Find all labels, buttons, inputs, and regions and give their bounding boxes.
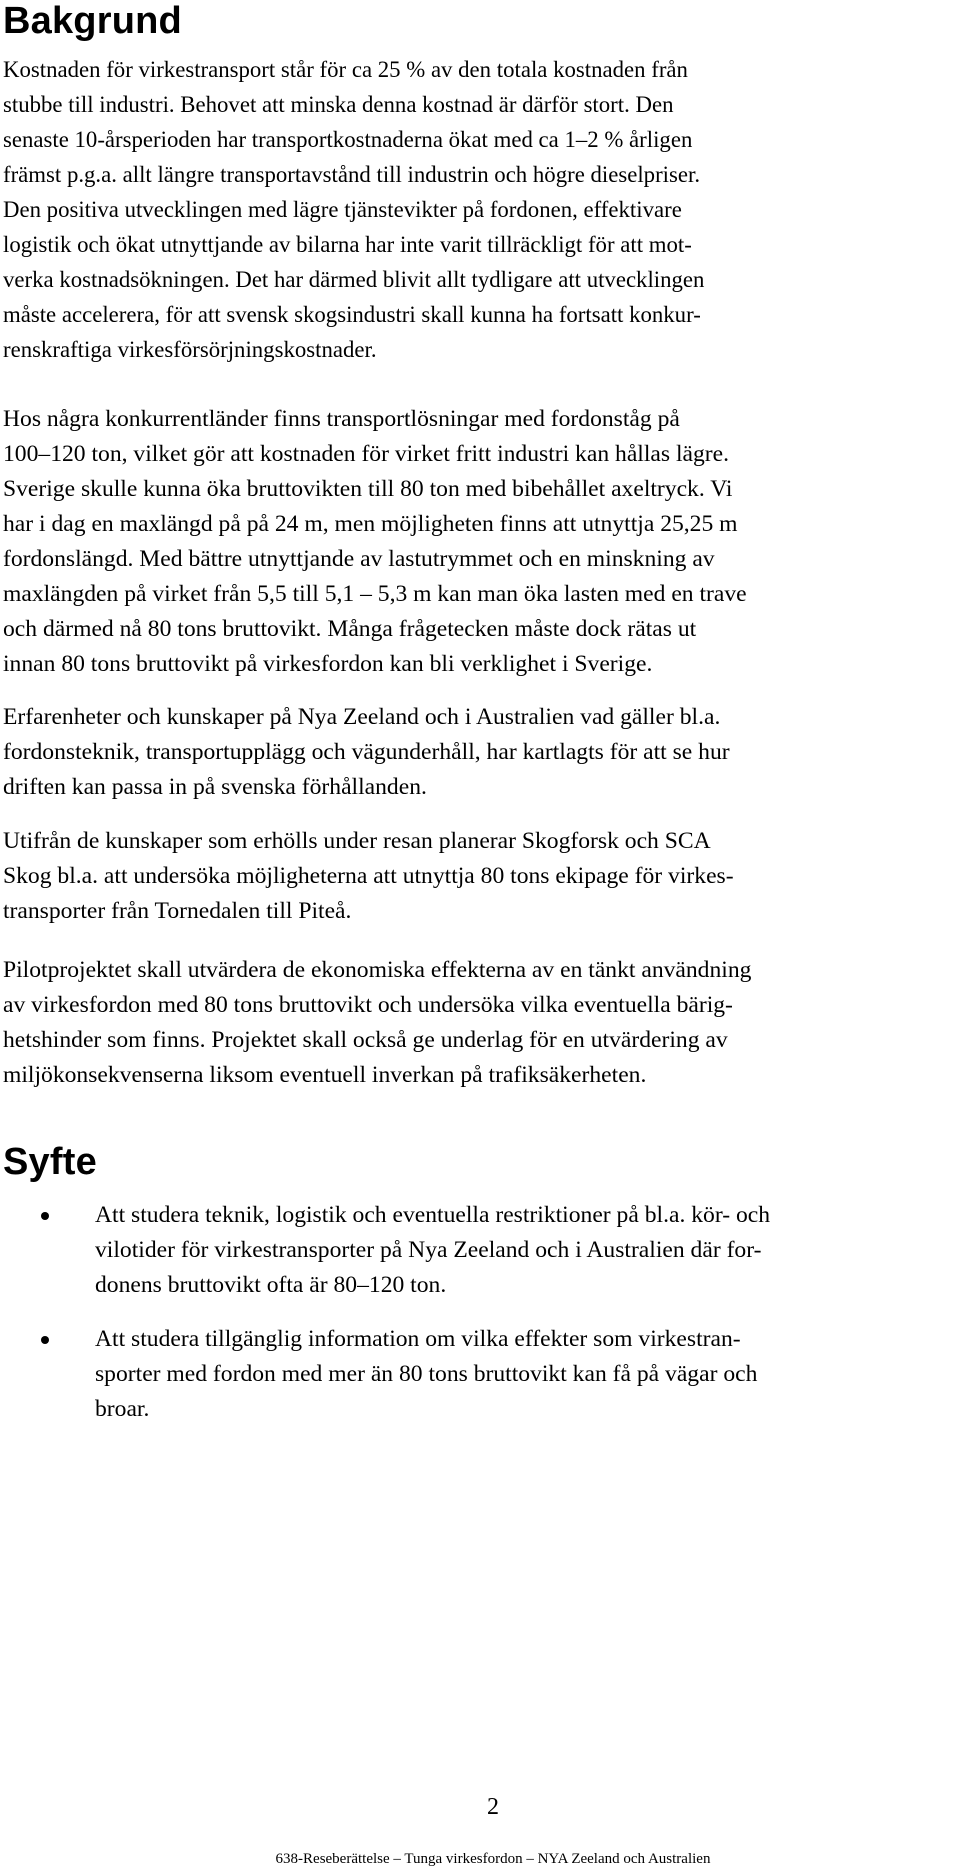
paragraph-2 xyxy=(3,402,960,682)
paragraph-1 xyxy=(3,52,960,367)
bullet-item xyxy=(0,1198,960,1303)
text-line: broar. xyxy=(95,1396,150,1422)
syfte-bullet-list xyxy=(0,1198,960,1427)
text-line: Att studera teknik, logistik och eventuella restriktioner på bl.a. kör- och xyxy=(95,1202,771,1228)
text-line: stubbe till industri. Behovet att minska denna kostnad är därför stort. Den xyxy=(3,92,674,117)
page-number: 2 xyxy=(487,1794,499,1820)
text-line: Att studera tillgänglig information om vilka effekter som virkestran- xyxy=(95,1326,741,1352)
paragraph-3 xyxy=(3,700,960,805)
text-line: främst p.g.a. allt längre transportavstånd till industrin och högre dieselpriser. xyxy=(3,162,701,187)
text-line: maxlängden på virket från 5,5 till 5,1 – 5,3 m kan man öka lasten med en trave xyxy=(3,581,747,607)
text-line: vilotider för virkestransporter på Nya Zeeland och i Australien där for- xyxy=(95,1237,762,1263)
paragraph-5 xyxy=(3,953,960,1093)
text-line: Sverige skulle kunna öka bruttovikten till 80 ton med bibehållet axeltryck. Vi xyxy=(3,476,733,502)
bullet-item xyxy=(0,1322,960,1427)
text-line: senaste 10-årsperioden har transportkostnaderna ökat med ca 1–2 % årligen xyxy=(3,127,693,152)
text-line: Skog bl.a. att undersöka möjligheterna att utnyttja 80 tons ekipage för virkes- xyxy=(3,863,734,889)
text-line: fordonsteknik, transportupplägg och vägunderhåll, har kartlagts för att se hur xyxy=(3,739,730,765)
text-line: innan 80 tons bruttovikt på virkesfordon kan bli verklighet i Sverige. xyxy=(3,651,653,677)
text-line: transporter från Tornedalen till Piteå. xyxy=(3,898,352,924)
text-line: och därmed nå 80 tons bruttovikt. Många frågetecken måste dock rätas ut xyxy=(3,616,697,642)
text-line: verka kostnadsökningen. Det har därmed blivit allt tydligare att utvecklingen xyxy=(3,267,705,292)
bullet-dot-icon xyxy=(41,1212,49,1220)
text-line: fordonslängd. Med bättre utnyttjande av lastutrymmet och en minskning av xyxy=(3,546,715,572)
text-line: Erfarenheter och kunskaper på Nya Zeeland och i Australien vad gäller bl.a. xyxy=(3,704,721,730)
text-line: logistik och ökat utnyttjande av bilarna har inte varit tillräckligt för att mot- xyxy=(3,232,692,257)
text-line: Pilotprojektet skall utvärdera de ekonomiska effekterna av en tänkt användning xyxy=(3,957,752,983)
text-line: driften kan passa in på svenska förhållanden. xyxy=(3,774,427,800)
text-line: Hos några konkurrentländer finns transportlösningar med fordonståg på xyxy=(3,406,680,432)
text-line: 100–120 ton, vilket gör att kostnaden för virket fritt industri kan hållas lägre. xyxy=(3,441,730,467)
bullet-dot-icon xyxy=(41,1336,49,1344)
page-footer: 638-Reseberättelse – Tunga virkesfordon – NYA Zeeland och Australien xyxy=(275,1851,711,1867)
section-heading-syfte: Syfte xyxy=(3,1141,97,1183)
text-line: sporter med fordon med mer än 80 tons bruttovikt kan få på vägar och xyxy=(95,1361,758,1387)
text-line: Utifrån de kunskaper som erhölls under resan planerar Skogforsk och SCA xyxy=(3,828,711,854)
text-line: donens bruttovikt ofta är 80–120 ton. xyxy=(95,1272,447,1298)
text-line: miljökonsekvenserna liksom eventuell inverkan på trafiksäkerheten. xyxy=(3,1062,647,1088)
text-line: har i dag en maxlängd på på 24 m, men möjligheten finns att utnyttja 25,25 m xyxy=(3,511,738,537)
text-line: Den positiva utvecklingen med lägre tjänstevikter på fordonen, effektivare xyxy=(3,197,682,222)
paragraph-4 xyxy=(3,824,960,929)
text-line: av virkesfordon med 80 tons bruttovikt och undersöka vilka eventuella bärig- xyxy=(3,992,733,1018)
text-line: måste accelerera, för att svensk skogsindustri skall kunna ha fortsatt konkur- xyxy=(3,302,701,327)
text-line: Kostnaden för virkestransport står för ca 25 % av den totala kostnaden från xyxy=(3,57,688,82)
text-line: renskraftiga virkesförsörjningskostnader. xyxy=(3,337,377,362)
section-heading-bakgrund: Bakgrund xyxy=(3,0,182,42)
text-line: hetshinder som finns. Projektet skall också ge underlag för en utvärdering av xyxy=(3,1027,728,1053)
